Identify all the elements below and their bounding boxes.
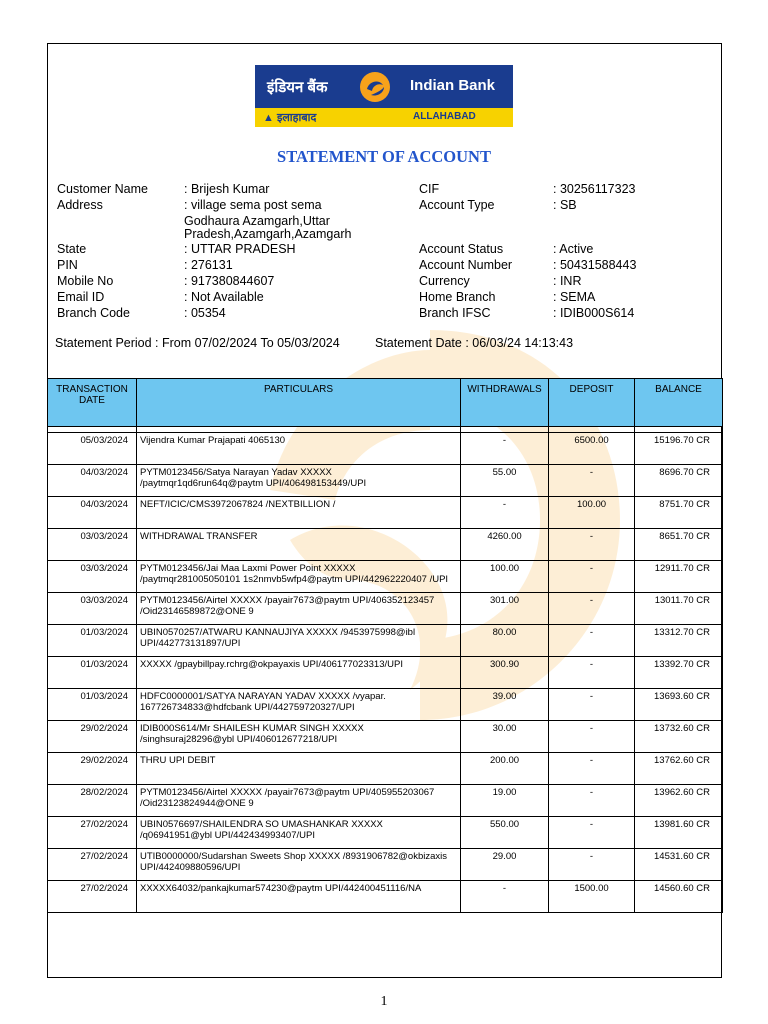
cell-withdrawal: 100.00 [461,561,549,593]
customer-name-value: : Brijesh Kumar [184,182,270,196]
header-deposit: DEPOSIT [549,379,635,427]
cell-withdrawal: 55.00 [461,465,549,497]
cell-balance: 13732.60 CR [635,721,723,753]
cell-date: 03/03/2024 [48,561,137,593]
cell-withdrawal: - [461,881,549,913]
pin-value: : 276131 [184,258,233,272]
logo-sub-name: ALLAHABAD [413,111,476,122]
table-row [48,849,723,881]
currency-value: : INR [553,274,582,288]
cell-balance: 13312.70 CR [635,625,723,657]
cell-particulars: UBIN0576697/SHAILENDRA SO UMASHANKAR XXXXX /q06941951@ybl UPI/442434993407/UPI [137,817,461,849]
table-row [48,497,723,529]
cell-deposit: - [549,657,635,689]
table-row [48,433,723,465]
cell-deposit: - [549,561,635,593]
customer-name-label: Customer Name [57,182,148,196]
cell-particulars: PYTM0123456/Jai Maa Laxmi Power Point XXXXX /paytmqr281005050101 1s2nmvb5wfp4@paytm UPI/442962220407 /UPI [137,561,461,593]
cell-withdrawal: 39.00 [461,689,549,721]
state-value: : UTTAR PRADESH [184,242,296,256]
cell-particulars: Vijendra Kumar Prajapati 4065130 [137,433,461,465]
indian-bank-logo [255,65,513,127]
state-label: State [57,242,87,256]
account-type-value: : SB [553,198,577,212]
statement-period: Statement Period : From 07/02/2024 To 05/03/2024 [55,336,340,350]
cell-withdrawal: 19.00 [461,785,549,817]
table-row [48,881,723,913]
home-branch-label: Home Branch [419,290,496,304]
logo-hindi-name: इंडियन बैंक [267,79,328,96]
cell-date: 27/02/2024 [48,849,137,881]
cell-particulars: PYTM0123456/Satya Narayan Yadav XXXXX /paytmqr1qd6run64q@paytm UPI/406498153449/UPI [137,465,461,497]
table-header-row [48,379,723,427]
cell-balance: 13392.70 CR [635,657,723,689]
table-row [48,721,723,753]
cell-deposit: - [549,785,635,817]
branch-ifsc-value: : IDIB000S614 [553,306,635,320]
cell-balance: 14531.60 CR [635,849,723,881]
address-label: Address [57,198,103,212]
table-row [48,593,723,625]
cif-label: CIF [419,182,440,196]
account-number-label: Account Number [419,258,513,272]
cell-particulars: HDFC0000001/SATYA NARAYAN YADAV XXXXX /vyapar. 167726734833@hdfcbank UPI/442759720327/UPI [137,689,461,721]
table-body [48,433,723,913]
table-row [48,817,723,849]
cell-date: 28/02/2024 [48,785,137,817]
cell-balance: 14560.60 CR [635,881,723,913]
cell-balance: 13693.60 CR [635,689,723,721]
cell-date: 27/02/2024 [48,817,137,849]
cell-withdrawal: 550.00 [461,817,549,849]
address-value-line1: : village sema post sema [184,198,322,212]
cell-withdrawal: 4260.00 [461,529,549,561]
table-row [48,529,723,561]
cell-withdrawal: 80.00 [461,625,549,657]
account-status-value: : Active [553,242,594,256]
cell-deposit: - [549,593,635,625]
cell-particulars: XXXXX /gpaybillpay.rchrg@okpayaxis UPI/406177023313/UPI [137,657,461,689]
cell-withdrawal: - [461,497,549,529]
account-number-value: : 50431588443 [553,258,637,272]
cell-date: 29/02/2024 [48,753,137,785]
cell-balance: 8696.70 CR [635,465,723,497]
email-value: : Not Available [184,290,264,304]
table-row [48,561,723,593]
cell-date: 05/03/2024 [48,433,137,465]
cell-date: 29/02/2024 [48,721,137,753]
cell-balance: 15196.70 CR [635,433,723,465]
currency-label: Currency [419,274,470,288]
statement-date: Statement Date : 06/03/24 14:13:43 [375,336,574,350]
cell-particulars: XXXXX64032/pankajkumar574230@paytm UPI/442400451116/NA [137,881,461,913]
cell-particulars: THRU UPI DEBIT [137,753,461,785]
cell-withdrawal: 200.00 [461,753,549,785]
cell-deposit: - [549,753,635,785]
cell-date: 03/03/2024 [48,593,137,625]
cell-deposit: - [549,849,635,881]
cell-particulars: UTIB0000000/Sudarshan Sweets Shop XXXXX /8931906782@okbizaxis UPI/442409880596/UPI [137,849,461,881]
cell-particulars: PYTM0123456/Airtel XXXXX /payair7673@paytm UPI/406352123457 /Oid23146589872@ONE 9 [137,593,461,625]
cell-deposit: - [549,721,635,753]
transactions-table [47,378,723,913]
cell-balance: 13762.60 CR [635,753,723,785]
cell-date: 01/03/2024 [48,657,137,689]
cell-particulars: IDIB000S614/Mr SHAILESH KUMAR SINGH XXXXX /singhsuraj28296@ybl UPI/406012677218/UPI [137,721,461,753]
cell-balance: 13962.60 CR [635,785,723,817]
cell-deposit: 6500.00 [549,433,635,465]
cell-withdrawal: 300.90 [461,657,549,689]
cell-withdrawal: 30.00 [461,721,549,753]
table-row [48,785,723,817]
branch-code-value: : 05354 [184,306,226,320]
cell-balance: 8651.70 CR [635,529,723,561]
table-row [48,465,723,497]
address-value-line2: Godhaura Azamgarh,Uttar [184,214,330,228]
home-branch-value: : SEMA [553,290,596,304]
cell-deposit: - [549,625,635,657]
cell-deposit: - [549,529,635,561]
address-value-line3: Pradesh,Azamgarh,Azamgarh [184,227,352,241]
account-type-label: Account Type [419,198,495,212]
page-title: STATEMENT OF ACCOUNT [277,147,491,166]
branch-code-label: Branch Code [57,306,130,320]
mobile-label: Mobile No [57,274,114,288]
cell-balance: 8751.70 CR [635,497,723,529]
cell-date: 04/03/2024 [48,465,137,497]
cell-balance: 13981.60 CR [635,817,723,849]
header-particulars: PARTICULARS [137,379,461,427]
cell-withdrawal: - [461,433,549,465]
table-row [48,657,723,689]
pin-label: PIN [57,258,78,272]
cell-balance: 12911.70 CR [635,561,723,593]
cell-date: 03/03/2024 [48,529,137,561]
cell-particulars: PYTM0123456/Airtel XXXXX /payair7673@paytm UPI/405955203067 /Oid23123824944@ONE 9 [137,785,461,817]
cell-deposit: 100.00 [549,497,635,529]
cell-date: 01/03/2024 [48,625,137,657]
cell-date: 27/02/2024 [48,881,137,913]
cif-value: : 30256117323 [553,182,636,196]
cell-date: 04/03/2024 [48,497,137,529]
header-transaction-date: TRANSACTION DATE [48,379,137,427]
cell-particulars: WITHDRAWAL TRANSFER [137,529,461,561]
cell-particulars: NEFT/ICIC/CMS3972067824 /NEXTBILLION / [137,497,461,529]
logo-english-name: Indian Bank [410,77,496,94]
cell-deposit: - [549,465,635,497]
cell-balance: 13011.70 CR [635,593,723,625]
header-withdrawals: WITHDRAWALS [461,379,549,427]
table-row [48,625,723,657]
branch-ifsc-label: Branch IFSC [419,306,491,320]
cell-particulars: UBIN0570257/ATWARU KANNAUJIYA XXXXX /9453975998@ibl UPI/442773131897/UPI [137,625,461,657]
email-label: Email ID [57,290,105,304]
mobile-value: : 917380844607 [184,274,275,288]
page-number: 1 [380,994,388,1009]
cell-deposit: 1500.00 [549,881,635,913]
cell-withdrawal: 29.00 [461,849,549,881]
table-row [48,753,723,785]
cell-withdrawal: 301.00 [461,593,549,625]
logo-hindi-sub: ▲ इलाहाबाद [263,112,317,124]
table-row [48,689,723,721]
cell-date: 01/03/2024 [48,689,137,721]
bank-emblem-icon [357,69,393,105]
account-status-label: Account Status [419,242,504,256]
header-balance: BALANCE [635,379,723,427]
cell-deposit: - [549,817,635,849]
cell-deposit: - [549,689,635,721]
